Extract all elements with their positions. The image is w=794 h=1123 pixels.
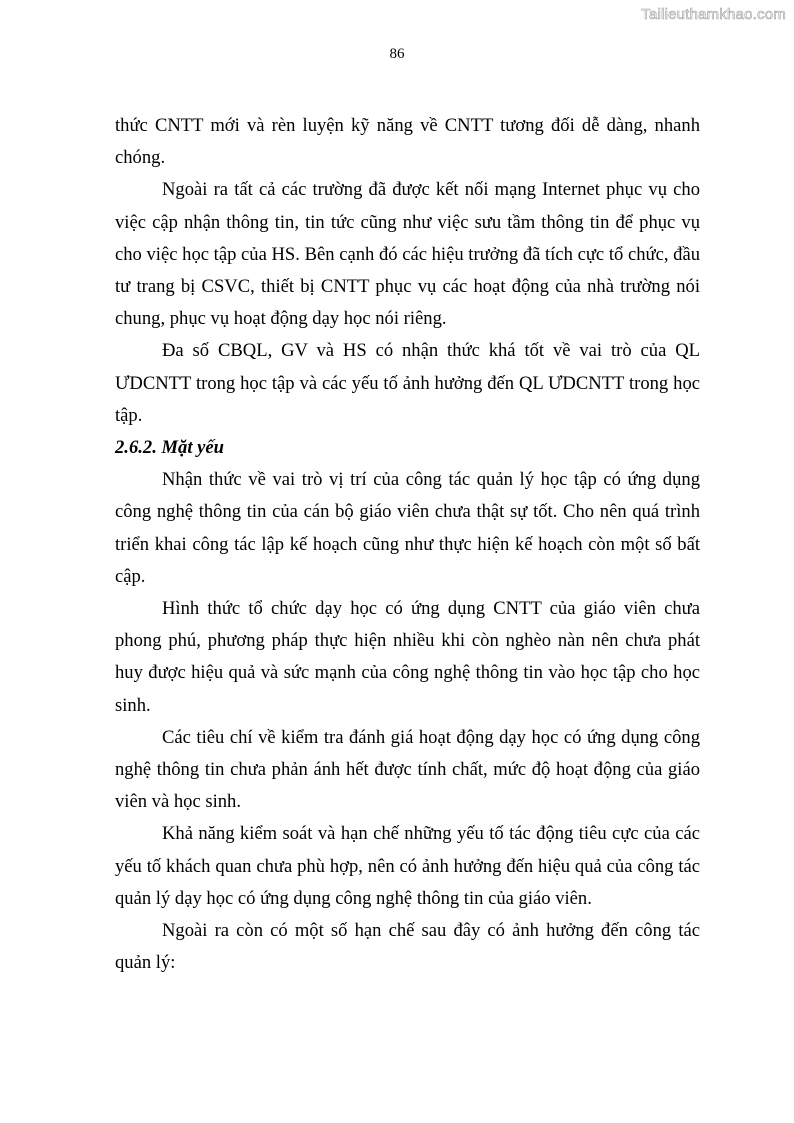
paragraph-awareness: Đa số CBQL, GV và HS có nhận thức khá tốt về vai trò của QL ƯDCNTT trong học tập và các yếu tố ảnh hưởng đến QL ƯDCNTT trong học tập. <box>115 340 700 426</box>
page-number: 86 <box>389 46 405 62</box>
document-body <box>115 110 700 979</box>
watermark: Tailieuthamkhao.com <box>641 6 786 23</box>
paragraph-continued: thức CNTT mới và rèn luyện kỹ năng về CNTT tương đối dễ dàng, nhanh chóng. <box>115 115 700 169</box>
section-heading-weaknesses: 2.6.2. Mặt yếu <box>115 437 224 459</box>
paragraph-weakness-control: Khả năng kiểm soát và hạn chế những yếu tố tác động tiêu cực của các yếu tố khách quan chưa phù hợp, nên có ảnh hưởng đến hiệu quả của công tác quản lý dạy học có ứng dụng công nghệ thông tin của giáo viên. <box>115 823 700 909</box>
paragraph-internet: Ngoài ra tất cả các trường đã được kết nối mạng Internet phục vụ cho việc cập nhận thông tin, tin tức cũng như việc sưu tầm thông tin để phục vụ cho việc học tập của HS. Bên cạnh đó các hiệu trưởng đã tích cực tổ chức, đầu tư trang bị CSVC, thiết bị CNTT phục vụ các hoạt động của nhà trường nói chung, phục vụ hoạt động dạy học nói riêng. <box>115 179 700 330</box>
paragraph-other-limitations: Ngoài ra còn có một số hạn chế sau đây có ảnh hưởng đến công tác quản lý: <box>115 920 700 974</box>
paragraph-weakness-forms: Hình thức tổ chức dạy học có ứng dụng CNTT của giáo viên chưa phong phú, phương pháp thực hiện nhiều khi còn nghèo nàn nên chưa phát huy được hiệu quả và sức mạnh của công nghệ thông tin vào học tập cho học sinh. <box>115 598 700 716</box>
paragraph-weakness-criteria: Các tiêu chí về kiểm tra đánh giá hoạt động dạy học có ứng dụng công nghệ thông tin chưa phản ánh hết được tính chất, mức độ hoạt động của giáo viên và học sinh. <box>115 726 700 813</box>
paragraph-weakness-awareness: Nhận thức về vai trò vị trí của công tác quản lý học tập có ứng dụng công nghệ thông tin của cán bộ giáo viên chưa thật sự tốt. Cho nên quá trình triển khai công tác lập kế hoạch cũng như thực hiện kế hoạch còn một số bất cập. <box>115 469 700 587</box>
